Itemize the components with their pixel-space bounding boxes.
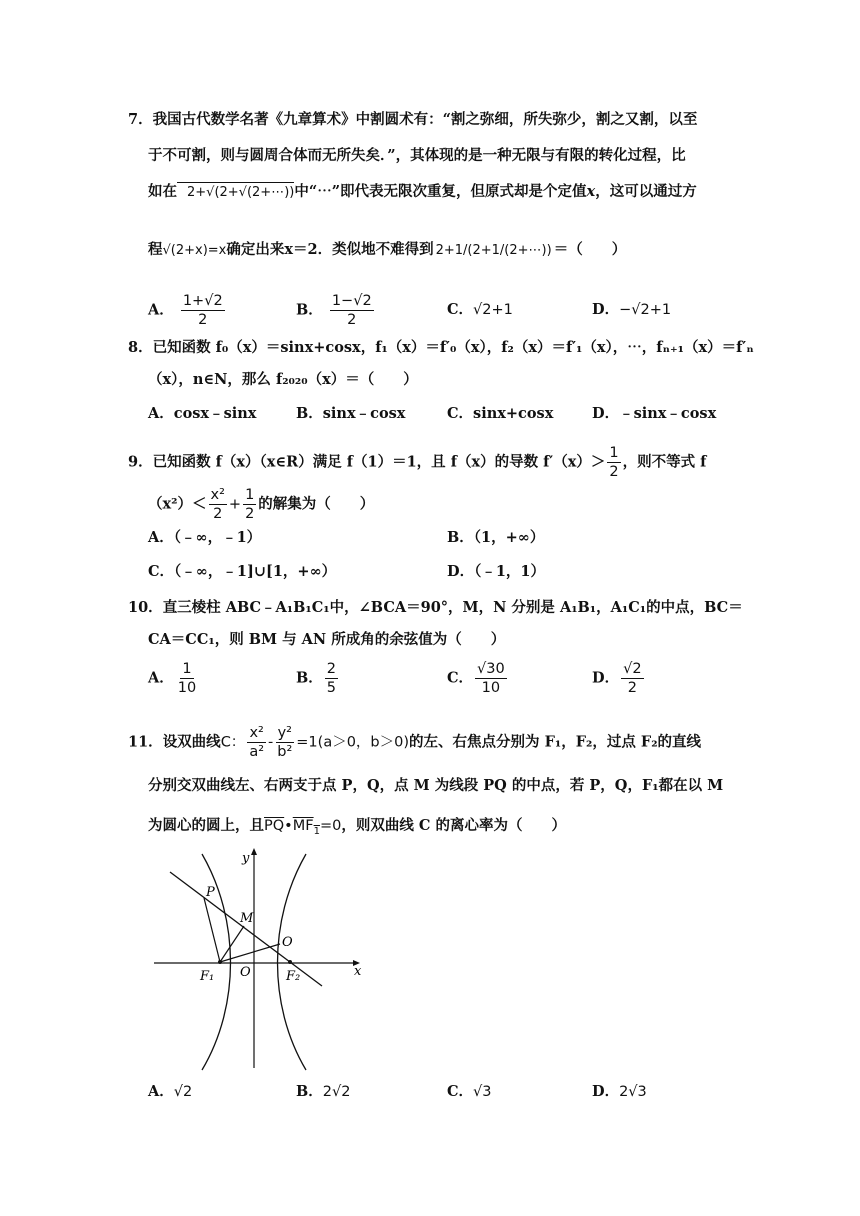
q7-option-a-fraction [181, 292, 225, 329]
q7-line2: 于不可割，则与圆周合体而无所失矣．”，其体现的是一种无限与有限的转化过程，比 [148, 147, 686, 164]
q11-eq-tail: =1(a＞0，b＞0) [296, 734, 410, 751]
q7-option-d [592, 300, 671, 320]
q10-number: 10． [128, 599, 163, 616]
q7-line3-pre: 如在 [148, 183, 177, 200]
point-f2 [288, 960, 292, 964]
y-axis-arrow [251, 848, 257, 855]
q11-option-d-text: 2√3 [619, 1084, 647, 1100]
q10-option-a-fraction [176, 660, 198, 697]
q11-vec-mf [292, 818, 320, 837]
q7-number: 7． [128, 111, 153, 128]
q8-number: 8． [128, 339, 153, 356]
frac-num: √2 [623, 661, 642, 677]
frac-num: y² [277, 725, 292, 741]
q9-option-b [447, 528, 544, 548]
segment-qf1 [220, 944, 280, 962]
q7-line3-tail: ，这可以通过方 [595, 183, 697, 200]
frac-den: 2 [347, 312, 357, 328]
q7-equation: √(2+x)=x [162, 243, 227, 258]
label-p: P [206, 885, 215, 900]
q9-option-d-text: （﹣1，1） [474, 563, 546, 580]
q8-line2: （x），n∈N，那么 f₂₀₂₀（x）＝（ ） [148, 371, 418, 388]
q9-option-d-label: D． [447, 563, 475, 580]
q11-option-c-label: C． [447, 1083, 474, 1100]
q11-line1 [128, 724, 701, 761]
q8-option-c-text: sinx+cosx [473, 405, 554, 422]
q8-option-a-label: A． [148, 405, 174, 422]
q10-line2: CA＝CC₁，则 BM 与 AN 所成角的余弦值为（ ） [148, 631, 506, 648]
q8-option-a-text: cosx﹣sinx [173, 405, 257, 422]
q9-option-a-text: （﹣∞，﹣1） [173, 529, 262, 546]
frac-den: 5 [326, 680, 336, 696]
q8-option-d-text: ﹣sinx﹣cosx [619, 405, 717, 422]
q11-option-b-label: B． [296, 1083, 323, 1100]
q9-text-1: 已知函数 f（x）（x∈R）满足 f（1）＝1，且 f（x）的导数 f′（x）＞ [152, 453, 606, 471]
q11-minus: - [268, 734, 274, 751]
q9-frac-2 [243, 486, 256, 523]
q9-text-1-post: ，则不等式 f [622, 453, 707, 471]
q11-vec-pq: $\overline{PQ}$ [264, 818, 285, 834]
frac-den: 10 [177, 680, 197, 696]
q9-half [607, 444, 620, 481]
q11-option-b-text: 2√2 [322, 1084, 351, 1100]
frac-num: 1−√2 [331, 293, 372, 309]
q11-text-1-pre: 设双曲线 [162, 733, 221, 751]
frac-den: b² [277, 744, 293, 760]
q9-text-2-pre: （x²）＜ [148, 495, 207, 513]
q11-option-b [296, 1082, 350, 1102]
q7-line4-result: x＝2．类似地不难得到 [284, 241, 434, 258]
label-f2: F₂ [286, 969, 301, 984]
q9-frac-1 [209, 486, 227, 523]
q10-option-d-label: D． [592, 669, 620, 687]
q7-option-a [148, 292, 227, 329]
frac-num: √30 [477, 661, 505, 677]
q11-curve-name: C： [220, 734, 246, 751]
q7-line3-post: 中“⋯”即代表无限次重复，但原式却是个定值 [294, 183, 587, 200]
q11-number: 11． [128, 733, 163, 751]
frac-den: a² [249, 744, 265, 760]
q7-option-b [296, 292, 376, 329]
q7-var-x: x [586, 183, 596, 200]
q11-text-1-post: 的左、右焦点分别为 F₁，F₂，过点 F₂的直线 [409, 733, 702, 751]
frac-num: x² [210, 487, 225, 503]
q10-option-a-label: A． [148, 669, 174, 687]
q10-option-c [447, 660, 509, 697]
q10-option-b [296, 660, 340, 697]
q10-line1 [128, 598, 743, 618]
q8-option-d [592, 404, 716, 424]
q7-option-c-text: √2+1 [473, 302, 513, 318]
q11-vec-eq: =0 [319, 818, 342, 834]
q11-vector-expr [264, 818, 342, 837]
q11-option-c [447, 1082, 492, 1102]
q11-line2: 分别交双曲线左、右两支于点 P，Q，点 M 为线段 PQ 的中点，若 P，Q，F₁都在以 M [148, 777, 724, 794]
q11-frac-y [275, 724, 294, 761]
q9-option-c [148, 562, 336, 582]
q11-option-d-label: D． [592, 1083, 620, 1100]
q9-plus: + [228, 496, 242, 513]
y-axis-label: y [242, 851, 250, 866]
q10-option-b-label: B． [296, 669, 323, 687]
q10-option-c-fraction [475, 660, 507, 697]
q7-option-c [447, 300, 513, 320]
q8-option-c-label: C． [447, 405, 474, 422]
frac-num: 1+√2 [182, 293, 223, 309]
q7-nested-root-text: 2+√(2+√(2+⋯)) [187, 185, 295, 200]
q11-option-a-text: √2 [173, 1084, 193, 1100]
q11-vec-mf-sub: 1 [313, 825, 320, 837]
q11-vec-dot: • [284, 818, 293, 834]
q10-option-a [148, 660, 200, 697]
point-f1 [218, 960, 222, 964]
q7-option-b-fraction [330, 292, 374, 329]
q11-option-a-label: A． [148, 1083, 174, 1100]
q8-option-c [447, 404, 553, 424]
q11-option-a [148, 1082, 192, 1102]
q7-option-d-text: −√2+1 [619, 302, 672, 318]
q8-option-b-label: B． [296, 405, 323, 422]
q8-option-b [296, 404, 405, 424]
q7-option-b-label: B． [296, 301, 323, 319]
q11-frac-x [247, 724, 266, 761]
q8-line1 [128, 338, 754, 358]
segment-mf1 [220, 926, 244, 962]
frac-num: x² [249, 725, 264, 741]
frac-den: 2 [245, 506, 255, 522]
label-f1: F₁ [200, 969, 215, 984]
frac-den: 2 [609, 464, 619, 480]
q7-continued-fraction: 2+1/(2+1/(2+⋯)) [435, 243, 552, 258]
frac-num: 1 [609, 445, 619, 461]
q9-option-d [447, 562, 545, 582]
frac-num: 2 [326, 661, 336, 677]
q9-option-a [148, 528, 261, 548]
q9-option-c-text: （﹣∞，﹣1]∪[1，+∞） [174, 563, 337, 580]
q8-option-a [148, 404, 256, 424]
q7-nested-root [177, 182, 294, 203]
x-axis-label: x [354, 964, 362, 979]
q9-option-b-label: B． [447, 529, 474, 546]
q7-option-d-label: D． [592, 301, 620, 318]
q7-option-a-label: A． [148, 301, 174, 319]
frac-den: 10 [481, 680, 501, 696]
q8-text-1: 已知函数 f₀（x）＝sinx+cosx，f₁（x）＝f′₀（x），f₂（x）＝f′₁（x），⋯，fₙ₊₁（x）＝f′ₙ [152, 339, 754, 356]
frac-num: 1 [245, 487, 255, 503]
q10-option-b-fraction [325, 660, 338, 697]
q11-vec-mf-letters: MF [292, 818, 314, 834]
q7-line1 [128, 110, 697, 130]
q9-option-c-label: C． [148, 563, 175, 580]
q9-line1 [128, 444, 706, 481]
q8-option-d-label: D． [592, 405, 620, 422]
q10-option-d [592, 660, 646, 697]
q7-line4-mid: 确定出来 [226, 241, 285, 258]
q10-option-c-label: C． [447, 669, 474, 687]
q11-option-d [592, 1082, 647, 1102]
q9-number: 9． [128, 453, 153, 471]
q8-option-b-text: sinx﹣cosx [322, 405, 406, 422]
q7-option-c-label: C． [447, 301, 474, 318]
q9-option-a-label: A． [148, 529, 174, 546]
q11-line3 [148, 816, 566, 842]
q7-text-1: 我国古代数学名著《九章算术》中割圆术有：“割之弥细，所失弥少，割之又割，以至 [152, 111, 698, 128]
q9-option-b-text: （1，+∞） [473, 529, 545, 546]
label-q: O [282, 935, 293, 950]
q11-text-3-post: ，则双曲线 C 的离心率为（ ） [341, 817, 566, 834]
q11-hyperbola-figure [148, 840, 370, 1072]
q7-line4-pre: 程 [148, 241, 163, 258]
frac-num: 1 [182, 661, 192, 677]
q11-option-c-text: √3 [473, 1084, 492, 1100]
frac-den: 2 [627, 680, 637, 696]
q10-option-d-fraction [621, 660, 643, 697]
label-origin: O [240, 965, 251, 980]
q7-line4-end: ＝（ ） [553, 241, 627, 258]
frac-den: 2 [198, 312, 208, 328]
q9-text-2-post: 的解集为（ ） [258, 495, 375, 513]
label-m: M [240, 911, 254, 926]
q9-line2 [148, 486, 374, 523]
frac-den: 2 [213, 506, 223, 522]
q10-text-1: 直三棱柱 ABC﹣A₁B₁C₁中，∠BCA＝90°，M，N 分别是 A₁B₁，A₁C₁的中点，BC＝ [162, 599, 743, 616]
q11-text-3-pre: 为圆心的圆上，且 [148, 817, 264, 834]
q7-line3 [148, 182, 697, 203]
q7-line4 [148, 240, 626, 261]
